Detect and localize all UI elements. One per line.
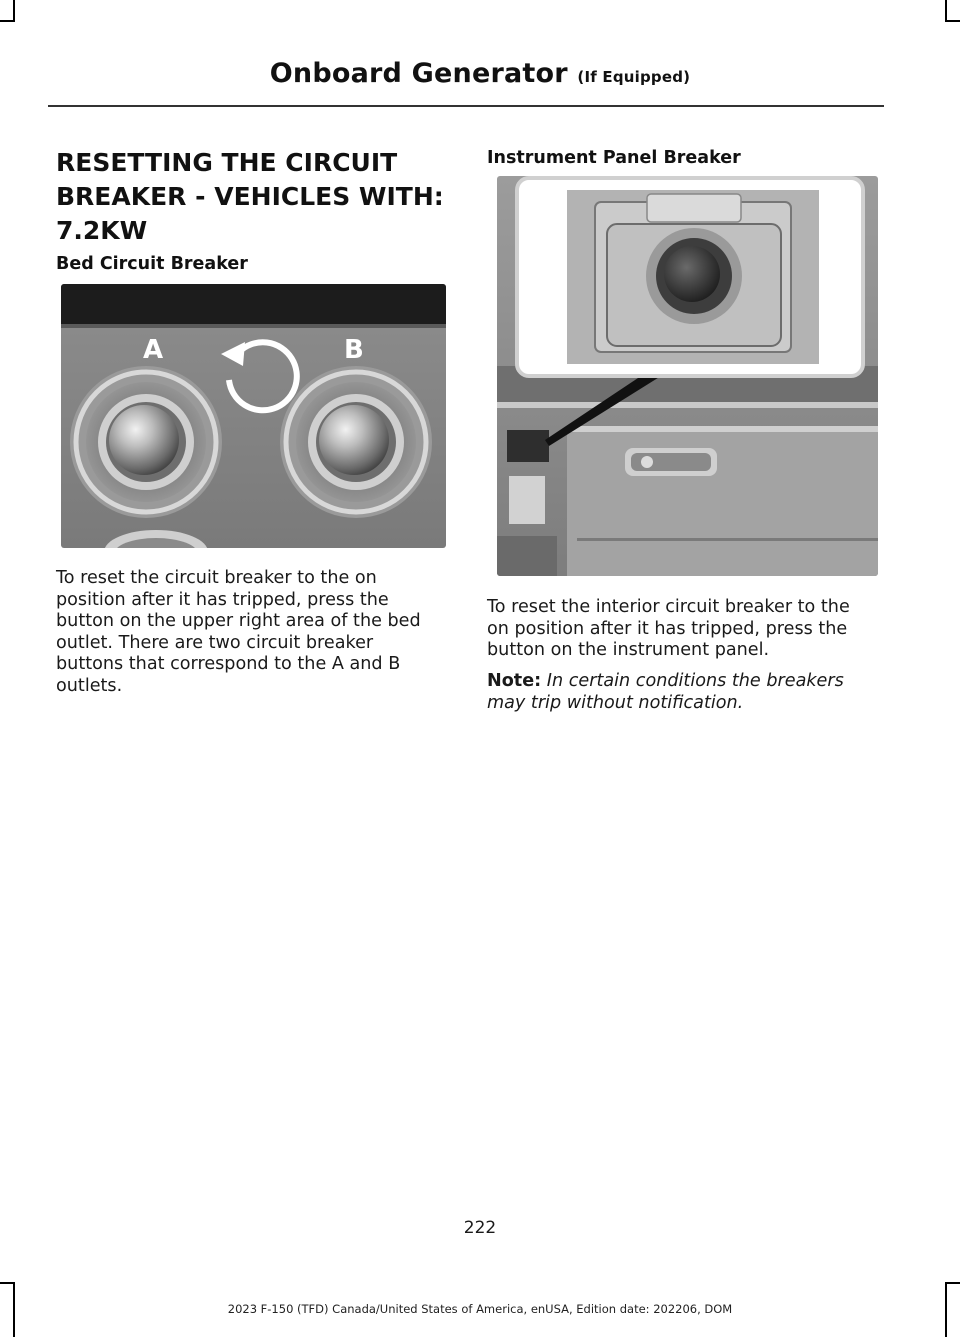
crop-mark-br-h bbox=[945, 1282, 960, 1284]
note-label: Note: bbox=[487, 671, 542, 691]
crop-mark-tr-v bbox=[945, 0, 947, 22]
section-heading: RESETTING THE CIRCUIT BREAKER - VEHICLES WITH: 7.2KW bbox=[56, 148, 444, 245]
instrument-panel-subheading: Instrument Panel Breaker bbox=[487, 148, 741, 168]
figure-label-a: A bbox=[143, 335, 164, 365]
note bbox=[487, 671, 871, 714]
crop-mark-tl-h bbox=[0, 20, 15, 22]
instrument-panel-breaker-figure bbox=[497, 176, 878, 576]
bed-circuit-breaker-figure bbox=[61, 284, 446, 548]
note-text: In certain conditions the breakers may trip without notification. bbox=[487, 671, 844, 713]
page-header bbox=[0, 58, 960, 89]
crop-mark-tl-v bbox=[13, 0, 15, 22]
header-rule bbox=[48, 105, 884, 107]
bed-breaker-paragraph: To reset the circuit breaker to the on position after it has tripped, press the button on the upper right area of the bed outlet. There are two circuit breaker buttons that correspond to the A and B outlets. bbox=[56, 568, 421, 696]
page-number: 222 bbox=[463, 1218, 497, 1238]
crop-mark-tr-h bbox=[945, 20, 960, 22]
instrument-panel-paragraph: To reset the interior circuit breaker to the on position after it has tripped, press the button on the instrument panel. bbox=[487, 597, 850, 660]
header-title: Onboard Generator bbox=[269, 58, 568, 89]
footer-edition: 2023 F-150 (TFD) Canada/United States of America, enUSA, Edition date: 202206, DOM bbox=[227, 1302, 733, 1316]
figure-label-b: B bbox=[344, 335, 364, 365]
header-subtitle: (If Equipped) bbox=[577, 68, 691, 86]
crop-mark-bl-h bbox=[0, 1282, 15, 1284]
bed-breaker-subheading: Bed Circuit Breaker bbox=[56, 254, 248, 274]
